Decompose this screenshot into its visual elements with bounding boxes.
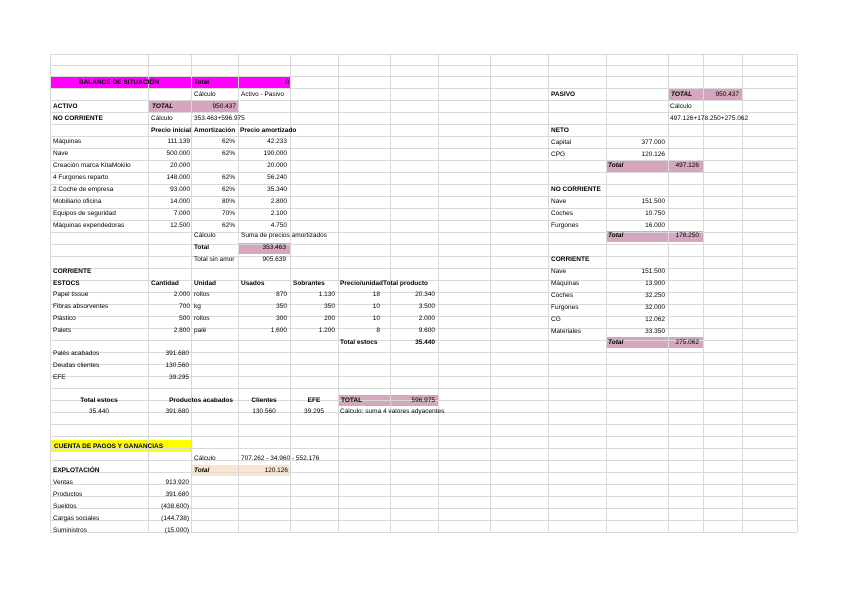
estoc-row-cantidad[interactable]: 2.800 <box>173 327 190 334</box>
pyg-title[interactable]: CUENTA DE PAGOS Y GANANCIAS <box>54 443 164 450</box>
activo-row-name[interactable]: 2 Coche de empresa <box>53 186 114 193</box>
pasivo-calc-label[interactable]: Cálculo <box>670 103 692 110</box>
pasivo-neto-row-value[interactable]: 377.000 <box>641 139 665 146</box>
estoc-row-sobrantes[interactable]: 200 <box>324 315 335 322</box>
activo-row-precio-inicial[interactable]: 12.500 <box>170 222 190 229</box>
activo-row-precio-inicial[interactable]: 148.000 <box>166 174 190 181</box>
summary-value-efe[interactable]: 39.295 <box>304 408 324 415</box>
gridline-v <box>797 54 798 532</box>
activo-sin-amor-value[interactable]: 905.639 <box>262 256 286 263</box>
corriente-other-row-value[interactable]: 391.680 <box>165 350 189 357</box>
estoc-row-unidad[interactable]: rollos <box>194 291 210 298</box>
activo-row-name[interactable]: Máquinas expendedoras <box>53 222 125 229</box>
pasivo-total-label[interactable]: TOTAL <box>671 91 693 98</box>
summary-value-productos-acabados[interactable]: 391.680 <box>165 408 189 415</box>
activo-row-precio-inicial[interactable]: 93.000 <box>170 186 190 193</box>
pasivo-neto-label[interactable]: NETO <box>551 127 569 134</box>
pyg-explotacion-label[interactable]: EXPLOTACIÓN <box>53 467 100 474</box>
pasivo-label[interactable]: PASIVO <box>551 91 576 98</box>
pasivo-c-row-value[interactable]: 32.000 <box>645 304 665 311</box>
pasivo-nc-row-name[interactable]: Nave <box>551 198 567 205</box>
gridline-h <box>50 54 797 55</box>
corriente-other-row-name[interactable]: Deudas clientes <box>53 362 100 369</box>
activo-header-amortizacion[interactable]: Amortización <box>194 127 236 134</box>
estoc-row-cantidad[interactable]: 500 <box>179 315 190 322</box>
summary-header-efe[interactable]: EFE <box>307 397 321 404</box>
estoc-row-name[interactable]: Fibras absorventes <box>53 303 109 310</box>
activo-header-precio-inicial[interactable]: Precio inicial <box>151 127 192 134</box>
activo-calc2-label[interactable]: Cálculo <box>194 232 216 239</box>
gridline-h <box>50 388 797 389</box>
estoc-row-total-producto[interactable]: 20.340 <box>415 291 435 298</box>
gridline-h <box>50 244 797 245</box>
pasivo-c-row-value[interactable]: 13.900 <box>645 280 665 287</box>
activo-total-label[interactable]: TOTAL <box>152 103 174 110</box>
estoc-row-usados[interactable]: 350 <box>276 303 287 310</box>
balance-total-value[interactable]: 0 <box>285 79 289 86</box>
estoc-row-precio-unidad[interactable]: 10 <box>372 303 380 310</box>
pasivo-nc-row-value[interactable]: 16.000 <box>645 222 665 229</box>
estoc-row-cantidad[interactable]: 2.000 <box>173 291 190 298</box>
gridline-h <box>50 424 797 425</box>
balance-title[interactable]: BALANCE DE SITUACIÓN <box>78 79 160 86</box>
summary-value-clientes[interactable]: 130.560 <box>252 408 276 415</box>
pyg-row-value[interactable]: 913.920 <box>165 479 189 486</box>
pasivo-c-row-value[interactable]: 33.350 <box>645 328 665 335</box>
pasivo-c-row-name[interactable]: Furgones <box>551 304 579 311</box>
pasivo-nc-row-name[interactable]: Furgones <box>551 222 579 229</box>
activo-row-precio-inicial[interactable]: 20.000 <box>170 162 190 169</box>
pasivo-c-row-name[interactable]: Nave <box>551 268 567 275</box>
estoc-row-usados[interactable]: 300 <box>276 315 287 322</box>
balance-calc-formula[interactable]: Activo - Pasivo <box>241 91 284 98</box>
pasivo-total-value[interactable]: 950.437 <box>715 91 739 98</box>
pasivo-c-row-value[interactable]: 12.062 <box>645 316 665 323</box>
activo-label[interactable]: ACTIVO <box>53 103 78 110</box>
summary-value-total-estocs[interactable]: 35.440 <box>89 408 109 415</box>
estocs-header-cantidad[interactable]: Cantidad <box>151 280 179 287</box>
activo-row-precio-amortizado[interactable]: 4.750 <box>270 222 287 229</box>
pyg-total-label[interactable]: Total <box>194 467 210 474</box>
pasivo-neto-total-label[interactable]: Total <box>608 162 624 169</box>
activo-row-precio-inicial[interactable]: 500.000 <box>166 150 190 157</box>
activo-row-name[interactable]: Mobiliario oficina <box>53 198 102 205</box>
estoc-row-name[interactable]: Papel tissue <box>53 291 89 298</box>
estoc-row-sobrantes[interactable]: 1.200 <box>318 327 335 334</box>
activo-sin-amor-label[interactable]: Total sin amor <box>194 256 235 263</box>
pyg-row-name[interactable]: Suministros <box>53 527 87 534</box>
balance-calc-label[interactable]: Cálculo <box>194 91 216 98</box>
activo-row-precio-amortizado[interactable]: 35.340 <box>267 186 287 193</box>
estocs-header-total-producto[interactable]: Total producto <box>383 280 429 287</box>
activo-row-amortizacion[interactable]: 80% <box>221 198 235 205</box>
activo-header-precio-amortizado[interactable]: Precio amortizado <box>240 127 297 134</box>
activo-row-amortizacion[interactable]: 62% <box>221 174 235 181</box>
pasivo-c-label[interactable]: CORRIENTE <box>551 256 590 263</box>
summary-total-label[interactable]: TOTAL <box>341 397 363 404</box>
pasivo-c-total-label[interactable]: Total <box>608 339 624 346</box>
activo-row-precio-amortizado[interactable]: 42.233 <box>267 138 287 145</box>
activo-row-precio-amortizado[interactable]: 190.000 <box>263 150 287 157</box>
activo-row-precio-amortizado[interactable]: 20.000 <box>267 162 287 169</box>
gridline-h <box>50 256 797 257</box>
estoc-row-unidad[interactable]: rollos <box>194 315 210 322</box>
pasivo-calc-formula[interactable]: 497.126+178.250+275.062 <box>670 115 749 122</box>
estoc-row-total-producto[interactable]: 3.500 <box>418 303 435 310</box>
pyg-row-name[interactable]: Sueldos <box>53 503 77 510</box>
pyg-row-name[interactable]: Cargas sociales <box>53 515 100 522</box>
activo-calc2-formula[interactable]: Suma de precios amortizados <box>241 232 327 239</box>
pasivo-nc-row-value[interactable]: 151.500 <box>641 198 665 205</box>
summary-total-value[interactable]: 596.975 <box>411 397 435 404</box>
estoc-row-usados[interactable]: 870 <box>276 291 287 298</box>
estocs-header-precio-unidad[interactable]: Precio/unidad <box>340 280 383 287</box>
gridline-h <box>50 436 797 437</box>
estoc-row-precio-unidad[interactable]: 8 <box>376 327 380 334</box>
pasivo-c-row-name[interactable]: Materiales <box>551 328 581 335</box>
pasivo-c-row-name[interactable]: CG <box>551 316 561 323</box>
pyg-calc-formula[interactable]: 707.262 - 34.960 - 552.176 <box>241 455 320 462</box>
gridline-h <box>50 268 797 269</box>
pyg-calc-label[interactable]: Cálculo <box>194 455 216 462</box>
activo-row-name[interactable]: Creación marca KitaMokilo <box>53 162 131 169</box>
estocs-header-sobrantes[interactable]: Sobrantes <box>293 280 325 287</box>
pasivo-nc-total-value[interactable]: 178.250 <box>675 232 699 239</box>
estocs-header-usados[interactable]: Usados <box>241 280 265 287</box>
pasivo-neto-row-name[interactable]: CPG <box>551 151 566 158</box>
activo-total2-label[interactable]: Total <box>194 244 210 251</box>
pyg-row-value[interactable]: (15.000) <box>164 527 189 534</box>
summary-note[interactable]: Cálculo: suma 4 valores adyacentes <box>340 408 445 415</box>
activo-row-amortizacion[interactable] <box>191 160 235 172</box>
gridline-h <box>50 65 797 66</box>
activo-row-amortizacion[interactable]: 62% <box>221 150 235 157</box>
pasivo-c-row-name[interactable]: Coches <box>551 292 574 299</box>
pyg-row-value[interactable]: (438.600) <box>161 503 189 510</box>
pyg-row-value[interactable]: 391.680 <box>165 491 189 498</box>
pasivo-nc-row-name[interactable]: Coches <box>551 210 574 217</box>
activo-row-amortizacion[interactable]: 62% <box>221 222 235 229</box>
corriente-other-row-name[interactable]: EFE <box>53 374 66 381</box>
pasivo-c-row-value[interactable]: 151.500 <box>641 268 665 275</box>
estoc-row-sobrantes[interactable]: 1.130 <box>318 291 335 298</box>
activo-row-precio-inicial[interactable]: 111.139 <box>167 138 190 145</box>
gridline-h <box>50 460 797 461</box>
pasivo-c-total-value[interactable]: 275.062 <box>675 339 699 346</box>
estoc-row-usados[interactable]: 1.600 <box>270 327 287 334</box>
activo-row-precio-amortizado[interactable]: 56.240 <box>267 174 287 181</box>
total-estocs-value[interactable]: 35.440 <box>415 339 435 346</box>
estoc-row-unidad[interactable]: kg <box>194 303 201 310</box>
activo-row-precio-amortizado[interactable]: 2.800 <box>270 198 287 205</box>
corriente-label[interactable]: CORRIENTE <box>53 268 92 275</box>
activo-row-amortizacion[interactable]: 62% <box>221 138 235 145</box>
summary-header-total-estocs[interactable]: Total estocs <box>80 397 118 404</box>
pasivo-nc-total-label[interactable]: Total <box>608 232 624 239</box>
estoc-row-sobrantes[interactable]: 350 <box>324 303 335 310</box>
pasivo-c-row-value[interactable]: 32.250 <box>645 292 665 299</box>
estoc-row-total-producto[interactable]: 2.000 <box>418 315 435 322</box>
corriente-other-row-name[interactable]: Palés acabados <box>53 350 100 357</box>
activo-row-precio-inicial[interactable]: 14.000 <box>170 198 190 205</box>
pyg-row-value[interactable]: (144.738) <box>161 515 189 522</box>
pasivo-neto-total-value[interactable]: 497.126 <box>675 162 699 169</box>
activo-row-precio-inicial[interactable]: 7.000 <box>173 210 190 217</box>
estoc-row-precio-unidad[interactable]: 10 <box>372 315 380 322</box>
activo-row-name[interactable]: Equipos de seguridad <box>53 210 116 217</box>
summary-header-productos-acabados[interactable]: Productos acabados <box>169 397 233 404</box>
estoc-row-unidad[interactable]: palé <box>194 327 207 334</box>
activo-row-name[interactable]: Máquinas <box>53 138 82 145</box>
estoc-row-cantidad[interactable]: 700 <box>179 303 190 310</box>
activo-calc-label[interactable]: Cálculo <box>151 115 173 122</box>
corriente-other-row-value[interactable]: 130.560 <box>165 362 189 369</box>
pasivo-neto-row-name[interactable]: Capital <box>551 139 572 146</box>
estoc-row-precio-unidad[interactable]: 18 <box>372 291 380 298</box>
activo-total-value[interactable]: 950.437 <box>212 103 236 110</box>
total-estocs-label[interactable]: Total estocs <box>340 339 378 346</box>
pasivo-nc-label[interactable]: NO CORRIENTE <box>551 186 601 193</box>
estoc-row-name[interactable]: Plástico <box>53 315 76 322</box>
pyg-total-value[interactable]: 120.126 <box>264 467 288 474</box>
gridline-h <box>50 472 797 473</box>
activo-row-amortizacion[interactable]: 62% <box>221 186 235 193</box>
estoc-row-name[interactable]: Palets <box>53 327 72 334</box>
pyg-row-name[interactable]: Productos <box>53 491 83 498</box>
activo-row-amortizacion[interactable]: 70% <box>221 210 235 217</box>
pasivo-c-row-name[interactable]: Máquinas <box>551 280 580 287</box>
pasivo-neto-row-value[interactable]: 120.126 <box>641 151 665 158</box>
activo-no-corriente-label[interactable]: NO CORRIENTE <box>53 115 103 122</box>
activo-row-precio-amortizado[interactable]: 2.100 <box>270 210 287 217</box>
activo-row-name[interactable]: 4 Furgones reparto <box>53 174 109 181</box>
estoc-row-total-producto[interactable]: 9.600 <box>418 327 435 334</box>
balance-total-label[interactable]: Total <box>194 79 210 86</box>
activo-calc-formula[interactable]: 353.463+596.975 <box>194 115 245 122</box>
estocs-header-unidad[interactable]: Unidad <box>194 280 217 287</box>
corriente-other-row-value[interactable]: 39.295 <box>169 374 189 381</box>
summary-header-clientes[interactable]: Clientes <box>251 397 277 404</box>
pasivo-nc-row-value[interactable]: 10.750 <box>645 210 665 217</box>
activo-row-name[interactable]: Nave <box>53 150 69 157</box>
estocs-label[interactable]: ESTOCS <box>53 280 80 287</box>
activo-total2-value[interactable]: 353.463 <box>262 244 286 251</box>
pyg-row-name[interactable]: Ventas <box>53 479 73 486</box>
